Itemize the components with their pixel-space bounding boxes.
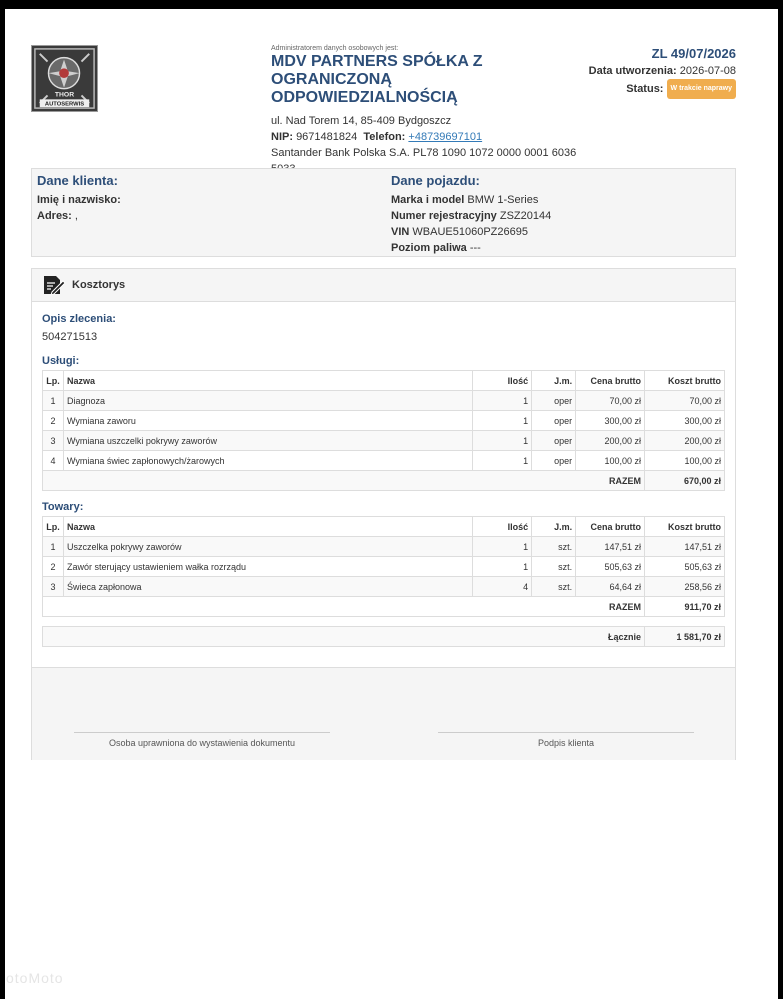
created-label: Data utworzenia: xyxy=(588,65,677,77)
cell-qty: 1 xyxy=(473,411,532,431)
cell-price: 70,00 zł xyxy=(576,391,645,411)
col-price: Cena brutto xyxy=(576,371,645,391)
cell-qty: 1 xyxy=(473,537,532,557)
cell-lp: 3 xyxy=(43,577,64,597)
vehicle-vin-label: VIN xyxy=(391,226,410,238)
cell-lp: 3 xyxy=(43,431,64,451)
estimate-header xyxy=(32,269,735,302)
cell-lp: 2 xyxy=(43,411,64,431)
total-label: Łącznie xyxy=(43,627,645,647)
col-qty: Ilość xyxy=(473,517,532,537)
table-row xyxy=(43,451,725,471)
phone-link[interactable]: +48739697101 xyxy=(408,131,483,143)
col-cost: Koszt brutto xyxy=(645,517,725,537)
nip-value: 9671481824 xyxy=(296,131,358,143)
vehicle-section xyxy=(391,172,551,256)
cell-lp: 1 xyxy=(43,391,64,411)
table-row xyxy=(43,431,725,451)
cell-lp: 4 xyxy=(43,451,64,471)
client-address: , xyxy=(74,210,78,222)
cell-unit: oper xyxy=(532,431,576,451)
nip-label: NIP: xyxy=(271,131,293,143)
cell-lp: 1 xyxy=(43,537,64,557)
goods-sum-row xyxy=(43,597,725,617)
col-qty: Ilość xyxy=(473,371,532,391)
order-desc-value: 504271513 xyxy=(42,331,98,343)
client-name-label: Imię i nazwisko: xyxy=(37,194,121,206)
vehicle-title: Dane pojazdu: xyxy=(391,173,480,188)
cell-unit: szt. xyxy=(532,557,576,577)
cell-cost: 258,56 zł xyxy=(645,577,725,597)
document-info xyxy=(589,45,736,99)
cell-name: Diagnoza xyxy=(63,391,472,411)
col-lp: Lp. xyxy=(43,517,64,537)
vehicle-make-label: Marka i model xyxy=(391,194,465,206)
cell-qty: 1 xyxy=(473,431,532,451)
total-row xyxy=(43,627,725,647)
company-name: MDV PARTNERS SPÓŁKA Z OGRANICZONĄ ODPOWIEDZIALNOŚCIĄ xyxy=(271,53,483,106)
client-address-label: Adres: xyxy=(37,210,72,222)
vehicle-fuel-label: Poziom paliwa xyxy=(391,242,467,254)
client-address-row xyxy=(37,208,121,224)
services-label: Usługi: xyxy=(42,355,80,367)
company-logo xyxy=(31,45,98,112)
document-page xyxy=(5,9,778,999)
company-contact xyxy=(271,129,601,145)
cell-price: 300,00 zł xyxy=(576,411,645,431)
cell-qty: 1 xyxy=(473,451,532,471)
table-row xyxy=(43,557,725,577)
vehicle-vin-row xyxy=(391,224,551,240)
table-row xyxy=(43,391,725,411)
table-row xyxy=(43,577,725,597)
cell-name: Wymiana uszczelki pokrywy zaworów xyxy=(63,431,472,451)
cell-price: 200,00 zł xyxy=(576,431,645,451)
bank-account: Santander Bank Polska S.A. PL78 1090 1072 0000 0001 6036 xyxy=(271,147,577,159)
created-value: 2026-07-08 xyxy=(679,65,736,77)
signature-footer xyxy=(32,667,735,760)
cell-qty: 1 xyxy=(473,557,532,577)
estimate-title: Kosztorys xyxy=(72,279,126,291)
services-sum-label: RAZEM xyxy=(43,471,645,491)
client-title: Dane klienta: xyxy=(37,173,118,188)
cell-price: 505,63 zł xyxy=(576,557,645,577)
cell-name: Uszczelka pokrywy zaworów xyxy=(63,537,472,557)
client-name-row xyxy=(37,192,121,208)
cell-cost: 70,00 zł xyxy=(645,391,725,411)
cell-name: Zawór sterujący ustawieniem wałka rozrządu xyxy=(63,557,472,577)
total-table xyxy=(42,626,725,647)
cell-qty: 4 xyxy=(473,577,532,597)
goods-header-row xyxy=(43,517,725,537)
col-name: Nazwa xyxy=(63,371,472,391)
cell-cost: 200,00 zł xyxy=(645,431,725,451)
cell-name: Wymiana zaworu xyxy=(63,411,472,431)
vehicle-reg-label: Numer rejestracyjny xyxy=(391,210,497,222)
cell-cost: 505,63 zł xyxy=(645,557,725,577)
status-badge: W trakcie naprawy xyxy=(667,79,736,99)
status-label: Status: xyxy=(626,82,664,95)
cell-unit: szt. xyxy=(532,537,576,557)
cell-name: Świeca zapłonowa xyxy=(63,577,472,597)
col-lp: Lp. xyxy=(43,371,64,391)
company-address: ul. Nad Torem 14, 85-409 Bydgoszcz xyxy=(271,115,452,127)
table-row xyxy=(43,537,725,557)
col-cost: Koszt brutto xyxy=(645,371,725,391)
company-info xyxy=(271,45,601,177)
watermark: otoMoto xyxy=(6,970,64,986)
edit-document-icon xyxy=(42,274,66,296)
goods-sum-label: RAZEM xyxy=(43,597,645,617)
vehicle-reg-row xyxy=(391,208,551,224)
services-header-row xyxy=(43,371,725,391)
cell-name: Wymiana świec zapłonowych/żarowych xyxy=(63,451,472,471)
cell-unit: oper xyxy=(532,391,576,411)
cell-price: 100,00 zł xyxy=(576,451,645,471)
vehicle-fuel: --- xyxy=(469,242,481,254)
cell-lp: 2 xyxy=(43,557,64,577)
services-sum-row xyxy=(43,471,725,491)
col-unit: J.m. xyxy=(532,517,576,537)
cell-price: 64,64 zł xyxy=(576,577,645,597)
vehicle-reg: ZSZ20144 xyxy=(499,210,552,222)
admin-note: Administratorem danych osobowych jest: xyxy=(271,45,399,52)
total-value: 1 581,70 zł xyxy=(645,627,725,647)
cell-price: 147,51 zł xyxy=(576,537,645,557)
col-unit: J.m. xyxy=(532,371,576,391)
goods-table xyxy=(42,516,725,617)
client-section xyxy=(37,172,121,224)
cell-unit: oper xyxy=(532,451,576,471)
created-row xyxy=(589,63,736,79)
cell-qty: 1 xyxy=(473,391,532,411)
vehicle-fuel-row xyxy=(391,240,551,256)
table-row xyxy=(43,411,725,431)
estimate-panel xyxy=(31,268,736,760)
issuer-signature-label: Osoba uprawniona do wystawienia dokumentu xyxy=(74,732,330,748)
client-vehicle-box xyxy=(31,168,736,257)
vehicle-make: BMW 1-Series xyxy=(467,194,539,206)
cell-cost: 147,51 zł xyxy=(645,537,725,557)
document-number: ZL 49/07/2026 xyxy=(651,46,736,61)
goods-sum-value: 911,70 zł xyxy=(645,597,725,617)
logo-text-autoserwis: AUTOSERWIS xyxy=(44,101,85,108)
services-sum-value: 670,00 zł xyxy=(645,471,725,491)
services-table xyxy=(42,370,725,491)
cell-cost: 100,00 zł xyxy=(645,451,725,471)
cell-unit: oper xyxy=(532,411,576,431)
vehicle-make-row xyxy=(391,192,551,208)
logo-text-thor: THOR xyxy=(54,91,75,99)
vehicle-vin: WBAUE51060PZ26695 xyxy=(412,226,528,238)
status-row xyxy=(589,79,736,99)
col-price: Cena brutto xyxy=(576,517,645,537)
cell-cost: 300,00 zł xyxy=(645,411,725,431)
order-desc-label: Opis zlecenia: xyxy=(42,313,116,325)
client-signature-label: Podpis klienta xyxy=(438,732,694,748)
cell-unit: szt. xyxy=(532,577,576,597)
col-name: Nazwa xyxy=(63,517,472,537)
goods-label: Towary: xyxy=(42,501,84,513)
phone-label: Telefon: xyxy=(363,131,406,143)
